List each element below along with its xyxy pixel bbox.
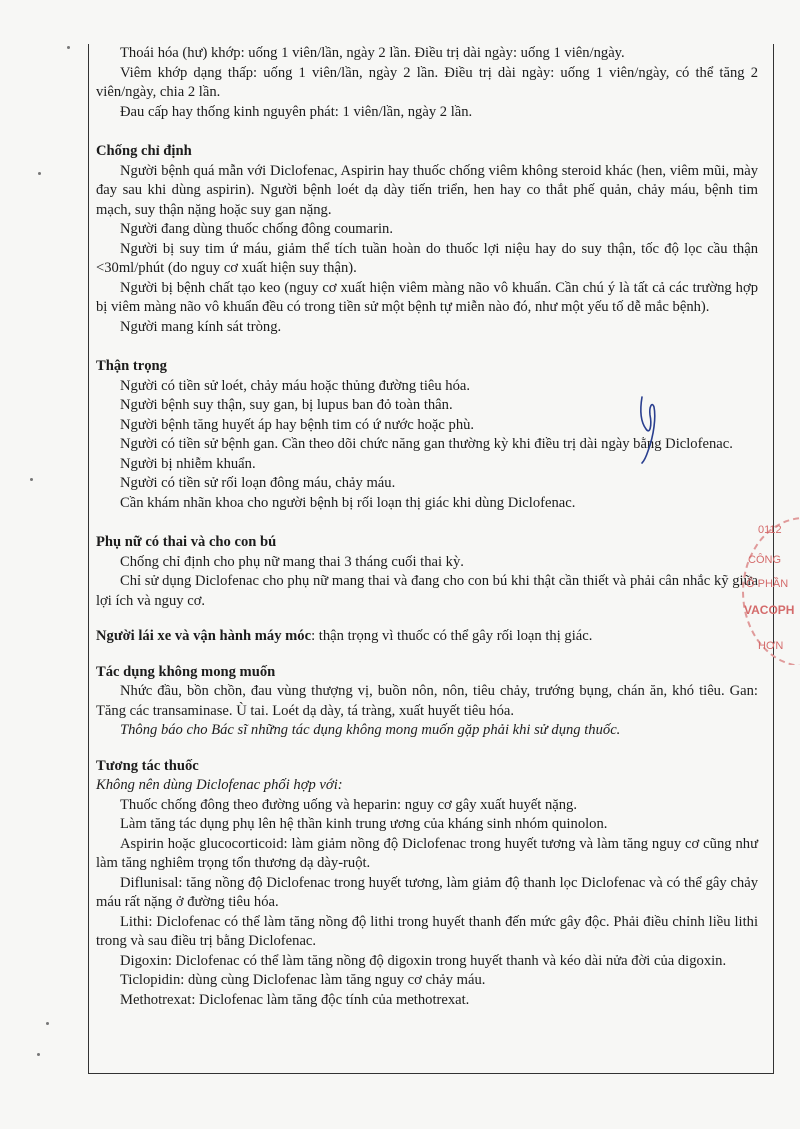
list-item: Người bị nhiễm khuẩn. (120, 455, 256, 472)
stamp-text: Ổ PHẦN (746, 578, 789, 590)
list-item: Chỉ sử dụng Diclofenac cho phụ nữ mang thai và đang cho con bú khi thật cần thiết và phải cân nhắc kỹ giữa lợi ích và nguy cơ. (96, 573, 758, 609)
interactions-section (96, 757, 758, 1011)
contraindications-section (96, 142, 758, 337)
list-item: Người đang dùng thuốc chống đông coumarin. (120, 221, 393, 237)
interactions-subtitle: Không nên dùng Diclofenac phối hợp với: (96, 777, 343, 793)
list-item: Diflunisal: tăng nồng độ Diclofenac trong huyết tương, làm giảm độ thanh lọc Diclofenac và có thể gây chảy máu rất nặng ở đường tiêu hóa. (96, 874, 758, 910)
stamp-text: CÔNG (748, 554, 781, 566)
stamp-text: 0112 (758, 524, 782, 536)
side-effects-section (96, 663, 758, 741)
scan-speck (30, 478, 33, 481)
list-item: Aspirin hoặc glucocorticoid: làm giảm nồng độ Diclofenac trong huyết tương và làm tăng nguy cơ cũng như làm tăng nghiêm trọng tổn thương dạ dày-ruột. (96, 835, 758, 871)
section-heading: Người lái xe và vận hành máy móc (96, 628, 312, 644)
side-effects-notice: Thông báo cho Bác sĩ những tác dụng không mong muốn gặp phải khi sử dụng thuốc. (120, 722, 621, 738)
dosage-section (96, 44, 758, 122)
list-item: Người bệnh tăng huyết áp hay bệnh tim có ứ nước hoặc phù. (120, 416, 475, 433)
list-item: Người bị suy tim ứ máu, giảm thể tích tuần hoàn do thuốc lợi niệu hay do suy thận, tốc độ lọc cầu thận <30ml/phút (do nguy cơ xuất hiện suy thận). (96, 240, 758, 276)
section-heading: Tương tác thuốc (96, 757, 199, 774)
list-item: Người có tiền sử bệnh gan. Cần theo dõi chức năng gan thường kỳ khi điều trị dài ngày bằng Diclofenac. (120, 436, 733, 452)
dosage-line: Viêm khớp dạng thấp: uống 1 viên/lần, ngày 2 lần. Điều trị dài ngày: uống 1 viên/ngày, có thể tăng 2 viên/ngày, chia 2 lần. (96, 64, 758, 100)
company-stamp (736, 515, 800, 665)
list-item: Ticlopidin: dùng cùng Diclofenac làm tăng nguy cơ chảy máu. (120, 972, 486, 988)
scan-speck (37, 1053, 40, 1056)
list-item: Người có tiền sử loét, chảy máu hoặc thủng đường tiêu hóa. (120, 377, 471, 394)
list-item: Người mang kính sát tròng. (120, 318, 282, 335)
list-item: Methotrexat: Diclofenac làm tăng độc tính của methotrexat. (120, 991, 470, 1008)
stamp-text: HƠN (758, 640, 784, 652)
list-item: Thuốc chống đông theo đường uống và heparin: nguy cơ gây xuất huyết nặng. (120, 796, 578, 813)
list-item: Người bị bệnh chất tạo keo (nguy cơ xuất hiện viêm màng não vô khuẩn. Cần chú ý là tất cả các trường hợp bị viêm màng não vô khuẩn đều có trong tiền sử một bệnh tự miễn nào đó, như một yếu tố dễ mắc bệnh). (96, 279, 758, 315)
list-item: Cần khám nhãn khoa cho người bệnh bị rối loạn thị giác khi dùng Diclofenac. (120, 494, 576, 511)
section-heading: Thận trọng (96, 358, 167, 374)
section-heading: Tác dụng không mong muốn (96, 663, 276, 680)
driving-section (96, 627, 758, 647)
list-item: Người có tiền sử rối loạn đông máu, chảy máu. (120, 475, 396, 491)
list-item: Người bệnh suy thận, suy gan, bị lupus ban đỏ toàn thân. (120, 397, 453, 413)
list-item: Người bệnh quá mẫn với Diclofenac, Aspirin hay thuốc chống viêm không steroid khác (hen, viêm mũi, mày đay sau khi dùng aspirin). Người bệnh loét dạ dày tiến triển, hen hay co thắt phế quản, chảy máu, bệnh tim mạch, suy thận nặng hoặc suy gan nặng. (96, 162, 758, 218)
list-item: Lithi: Diclofenac có thể làm tăng nồng độ lithi trong huyết thanh đến mức gây độc. Phải điều chỉnh liều lithi trong và sau điều trị bằng Diclofenac. (96, 913, 758, 949)
list-item: Làm tăng tác dụng phụ lên hệ thần kinh trung ương của kháng sinh nhóm quinolon. (120, 816, 608, 832)
side-effects-text: Nhức đầu, bồn chồn, đau vùng thượng vị, buồn nôn, nôn, tiêu chảy, trướng bụng, chán ăn, khó tiêu. Gan: Tăng các transaminase. Ù tai. Loét dạ dày, tá tràng, xuất huyết tiêu hóa. (96, 683, 758, 719)
driving-text: : thận trọng vì thuốc có thể gây rối loạn thị giác. (311, 628, 593, 644)
section-heading: Phụ nữ có thai và cho con bú (96, 534, 277, 550)
scan-speck (67, 46, 70, 49)
handwritten-signature (630, 395, 670, 465)
dosage-line: Thoái hóa (hư) khớp: uống 1 viên/lần, ngày 2 lần. Điều trị dài ngày: uống 1 viên/ngày. (120, 45, 625, 61)
scan-speck (46, 1022, 49, 1025)
document-body (96, 44, 758, 1010)
stamp-text: VACOPH (744, 603, 795, 617)
list-item: Digoxin: Diclofenac có thể làm tăng nồng độ digoxin trong huyết thanh và kéo dài nửa đời của digoxin. (120, 952, 727, 969)
section-heading: Chống chỉ định (96, 143, 192, 159)
scan-speck (38, 172, 41, 175)
pregnancy-section (96, 533, 758, 611)
dosage-line: Đau cấp hay thống kinh nguyên phát: 1 viên/lần, ngày 2 lần. (120, 103, 473, 120)
list-item: Chống chỉ định cho phụ nữ mang thai 3 tháng cuối thai kỳ. (120, 553, 464, 570)
